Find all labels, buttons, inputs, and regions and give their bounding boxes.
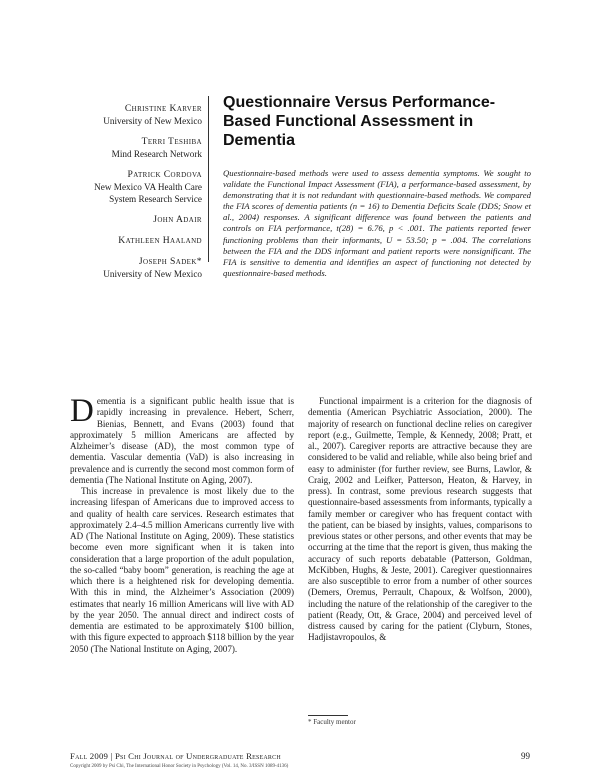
author-name: Patrick Cordova	[127, 169, 202, 180]
author-name: Christine Karver	[124, 103, 202, 114]
author-affiliation: University of New Mexico	[103, 116, 202, 126]
body-column-left	[70, 393, 294, 655]
body-paragraph	[70, 393, 294, 486]
author-name: Kathleen Haaland	[118, 235, 202, 246]
footnote-divider	[308, 715, 348, 716]
body-paragraph: Functional impairment is a criterion for the diagnosis of dementia (American Psychiatric Association, 2000). The majority of research on functional decline relies on caregiver report (e.g., Guilmette, Temple, & Kennedy, 2008; Pratt, et al., 2007). Caregiver reports are attractive because they are considered to be valid and reliable, while also being brief and easy to administer (for further review, see Burns, Lawlor, & Craig, 2002 and Leifker, Patterson, Heaton, & Harvey, in press). In contrast, some previous research suggests that questionnaire-based assessments from informants, typically a family member or caregiver who has frequent contact with the patient, can be biased by insights, values, comparisons to previous states or other persons, and other events that may be occurring at the time that the report is given, thus making the accuracy of such reports debatable (Patterson, Goldman, McKibben, Hughs, & Jeste, 2001). Caregiver questionnaires are also susceptible to error from a number of other sources (Demers, Oremus, Perrault, Chapoux, & Wolfson, 2000), including the nature of the relationship of the caregiver to the patient (Ready, Ott, & Grace, 2004) and perceived level of distress caused by caring for the patient (Clyburn, Stones, Hadjistavropoulos, &	[308, 396, 532, 643]
footer-separator: |	[110, 751, 113, 761]
abstract: Questionnaire-based methods were used to assess dementia symptoms. We sought to validate the Functional Impact Assessment (FIA), a performance-based assessment, by demonstrating that it is not redundant with questionnaire-based methods. We compared the FIA scores of dementia patients (n = 16) to Dementia Deficits Scale (DDS; Snow et al., 2004) responses. A significant difference was found between the patients and controls on FIA performance, t(28) = 6.76, p < .001. The patients reported fewer functioning problems than their informants, U = 53.50; p = .004. The correlations between the FIA and the DDS informant and patient reports were nonsignificant. The FIA is sensitive to dementia and identifies an aspect of functioning not detected by questionnaire-based methods.	[223, 168, 531, 278]
footnote: * Faculty mentor	[308, 718, 356, 726]
copyright-notice: Copyright 2009 by Psi Chi, The International Honor Society in Psychology (Vol. 14, No. 3/ISSN 1089-4136)	[70, 764, 289, 769]
author-block	[70, 103, 202, 127]
running-footer	[70, 751, 281, 761]
author-name: Joseph Sadek*	[138, 256, 202, 267]
footer-journal: Psi Chi Journal of Undergraduate Research	[114, 751, 281, 761]
author-block	[70, 235, 202, 247]
body-column-right	[308, 396, 532, 644]
author-affiliation: University of New Mexico	[103, 269, 202, 279]
author-block	[70, 136, 202, 160]
drop-cap: D	[70, 393, 94, 429]
author-block	[70, 214, 202, 226]
author-list	[70, 103, 202, 289]
author-affiliation: New Mexico VA Health Care System Research Service	[94, 182, 202, 204]
article-title: Questionnaire Versus Performance-Based Functional Assessment in Dementia	[223, 94, 496, 149]
author-name: John Adair	[153, 214, 202, 225]
author-block	[70, 256, 202, 280]
paragraph-text: ementia is a significant public health issue that is rapidly increasing in prevalence. Hebert, Scherr, Bienias, Bennett, and Evans (2003) found that approximately 5 million Americans are affected by Alzheimer’s disease (AD), the most common type of dementia. Vascular dementia (VaD) is also increasing in prevalence and is currently the second most common form of dementia (The National Institute on Aging, 2007).	[70, 396, 294, 485]
body-paragraph: This increase in prevalence is most likely due to the increasing lifespan of Americans due to improved access to and quality of health care services. Research estimates that approximately 2.4–4.5 million Americans currently live with AD (The National Institute on Aging, 2009). These statistics become even more significant when it is taken into consideration that a large proportion of the adult population, the so-called “baby boom” generation, is reaching the age at which there is a heightened risk for developing dementia. With this in mind, the Alzheimer’s Association (2009) estimates that nearly 16 million Americans will live with AD by the year 2050. The annual direct and indirect costs of dementia are estimated to be approximately $100 billion, with this figure expected to approach $118 billion by the year 2050 (The National Institute on Aging, 2007).	[70, 486, 294, 654]
author-affiliation: Mind Research Network	[111, 149, 202, 159]
footer-issue: Fall 2009	[70, 751, 109, 761]
page-number: 99	[521, 751, 530, 761]
author-block	[70, 169, 202, 205]
vertical-divider	[208, 96, 209, 262]
author-name: Terri Teshiba	[141, 136, 202, 147]
